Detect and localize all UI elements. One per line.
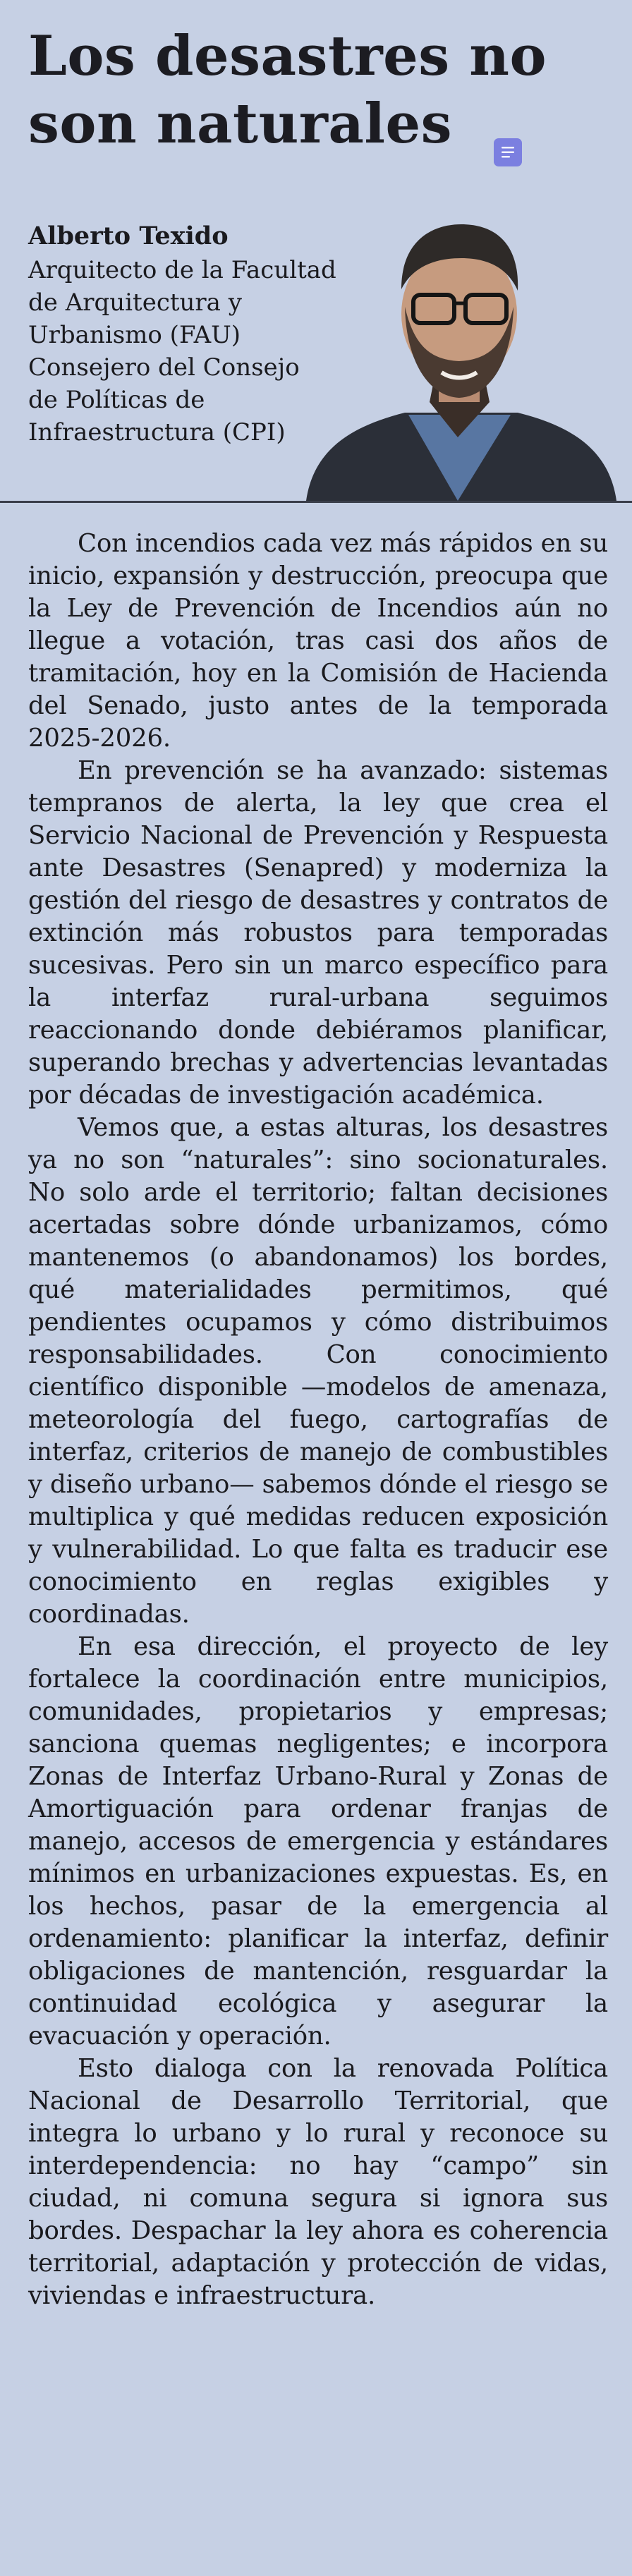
article-paragraph: Vemos que, a estas alturas, los desastres ya no son “naturales”: sino socionaturales. No solo arde el territorio; faltan decisiones acertadas sobre dónde urbanizamos, cómo mantenemos (o abandonamos) los bordes, qué materialidades permitimos, qué pendientes ocupamos y cómo distribuimos responsabilidades. Con conocimiento científico disponible —modelos de amenaza, meteorología del fuego, cartografías de interfaz, criterios de manejo de combustibles y diseño urbano— sabemos dónde el riesgo se multiplica y qué medidas reducen exposición y vulnerabilidad. Lo que falta es traducir ese conocimiento en reglas exigibles y coordinadas.	[28, 1113, 608, 1629]
section-divider	[0, 501, 632, 503]
article-paragraph: En prevención se ha avanzado: sistemas tempranos de alerta, la ley que crea el Servicio Nacional de Prevención y Respuesta ante Desastres (Senapred) y moderniza la gestión del riesgo de desastres y contratos de extinción más robustos para temporadas sucesivas. Pero sin un marco específico para la interfaz rural-urbana seguimos reaccionando donde debiéramos planificar, superando brechas y advertencias levantadas por décadas de investigación académica.	[28, 756, 608, 1110]
author-title-line: de Arquitectura y	[28, 288, 242, 317]
article-paragraph: Con incendios cada vez más rápidos en su inicio, expansión y destrucción, preocupa que la Ley de Prevención de Incendios aún no llegue a votación, tras casi dos años de tramitación, hoy en la Comisión de Hacienda del Senado, justo antes de la temporada 2025-2026.	[28, 529, 608, 753]
author-portrait	[285, 190, 632, 501]
article-title: Los desastres no son naturales	[28, 24, 547, 156]
author-title-line: Consejero del Consejo	[28, 353, 300, 382]
author-title-line: Arquitecto de la Facultad	[28, 256, 336, 284]
author-title-line: Infraestructura (CPI)	[28, 418, 286, 446]
article-paragraph: En esa dirección, el proyecto de ley fortalece la coordinación entre municipios, comunidades, propietarios y empresas; sanciona quemas negligentes; e incorpora Zonas de Interfaz Urbano-Rural y Zonas de Amortiguación para ordenar franjas de manejo, accesos de emergencia y estándares mínimos en urbanizaciones expuestas. Es, en los hechos, pasar de la emergencia al ordenamiento: planificar la interfaz, definir obligaciones de mantención, resguardar la continuidad ecológica y asegurar la evacuación y operación.	[28, 1632, 608, 2051]
note-lines-icon	[500, 145, 516, 159]
author-title-line: de Políticas de	[28, 386, 205, 414]
article-paragraph: Esto dialoga con la renovada Política Nacional de Desarrollo Territorial, que integra lo urbano y lo rural y reconoce su interdependencia: no hay “campo” sin ciudad, ni comuna segura si ignora sus bordes. Despachar la ley ahora es coherencia territorial, adaptación y protección de vidas, viviendas e infraestructura.	[28, 2054, 608, 2310]
author-name: Alberto Texido	[28, 221, 229, 250]
note-icon[interactable]	[494, 138, 522, 166]
article-body	[28, 528, 608, 2312]
author-title-line: Urbanismo (FAU)	[28, 321, 241, 349]
author-block	[28, 219, 336, 449]
